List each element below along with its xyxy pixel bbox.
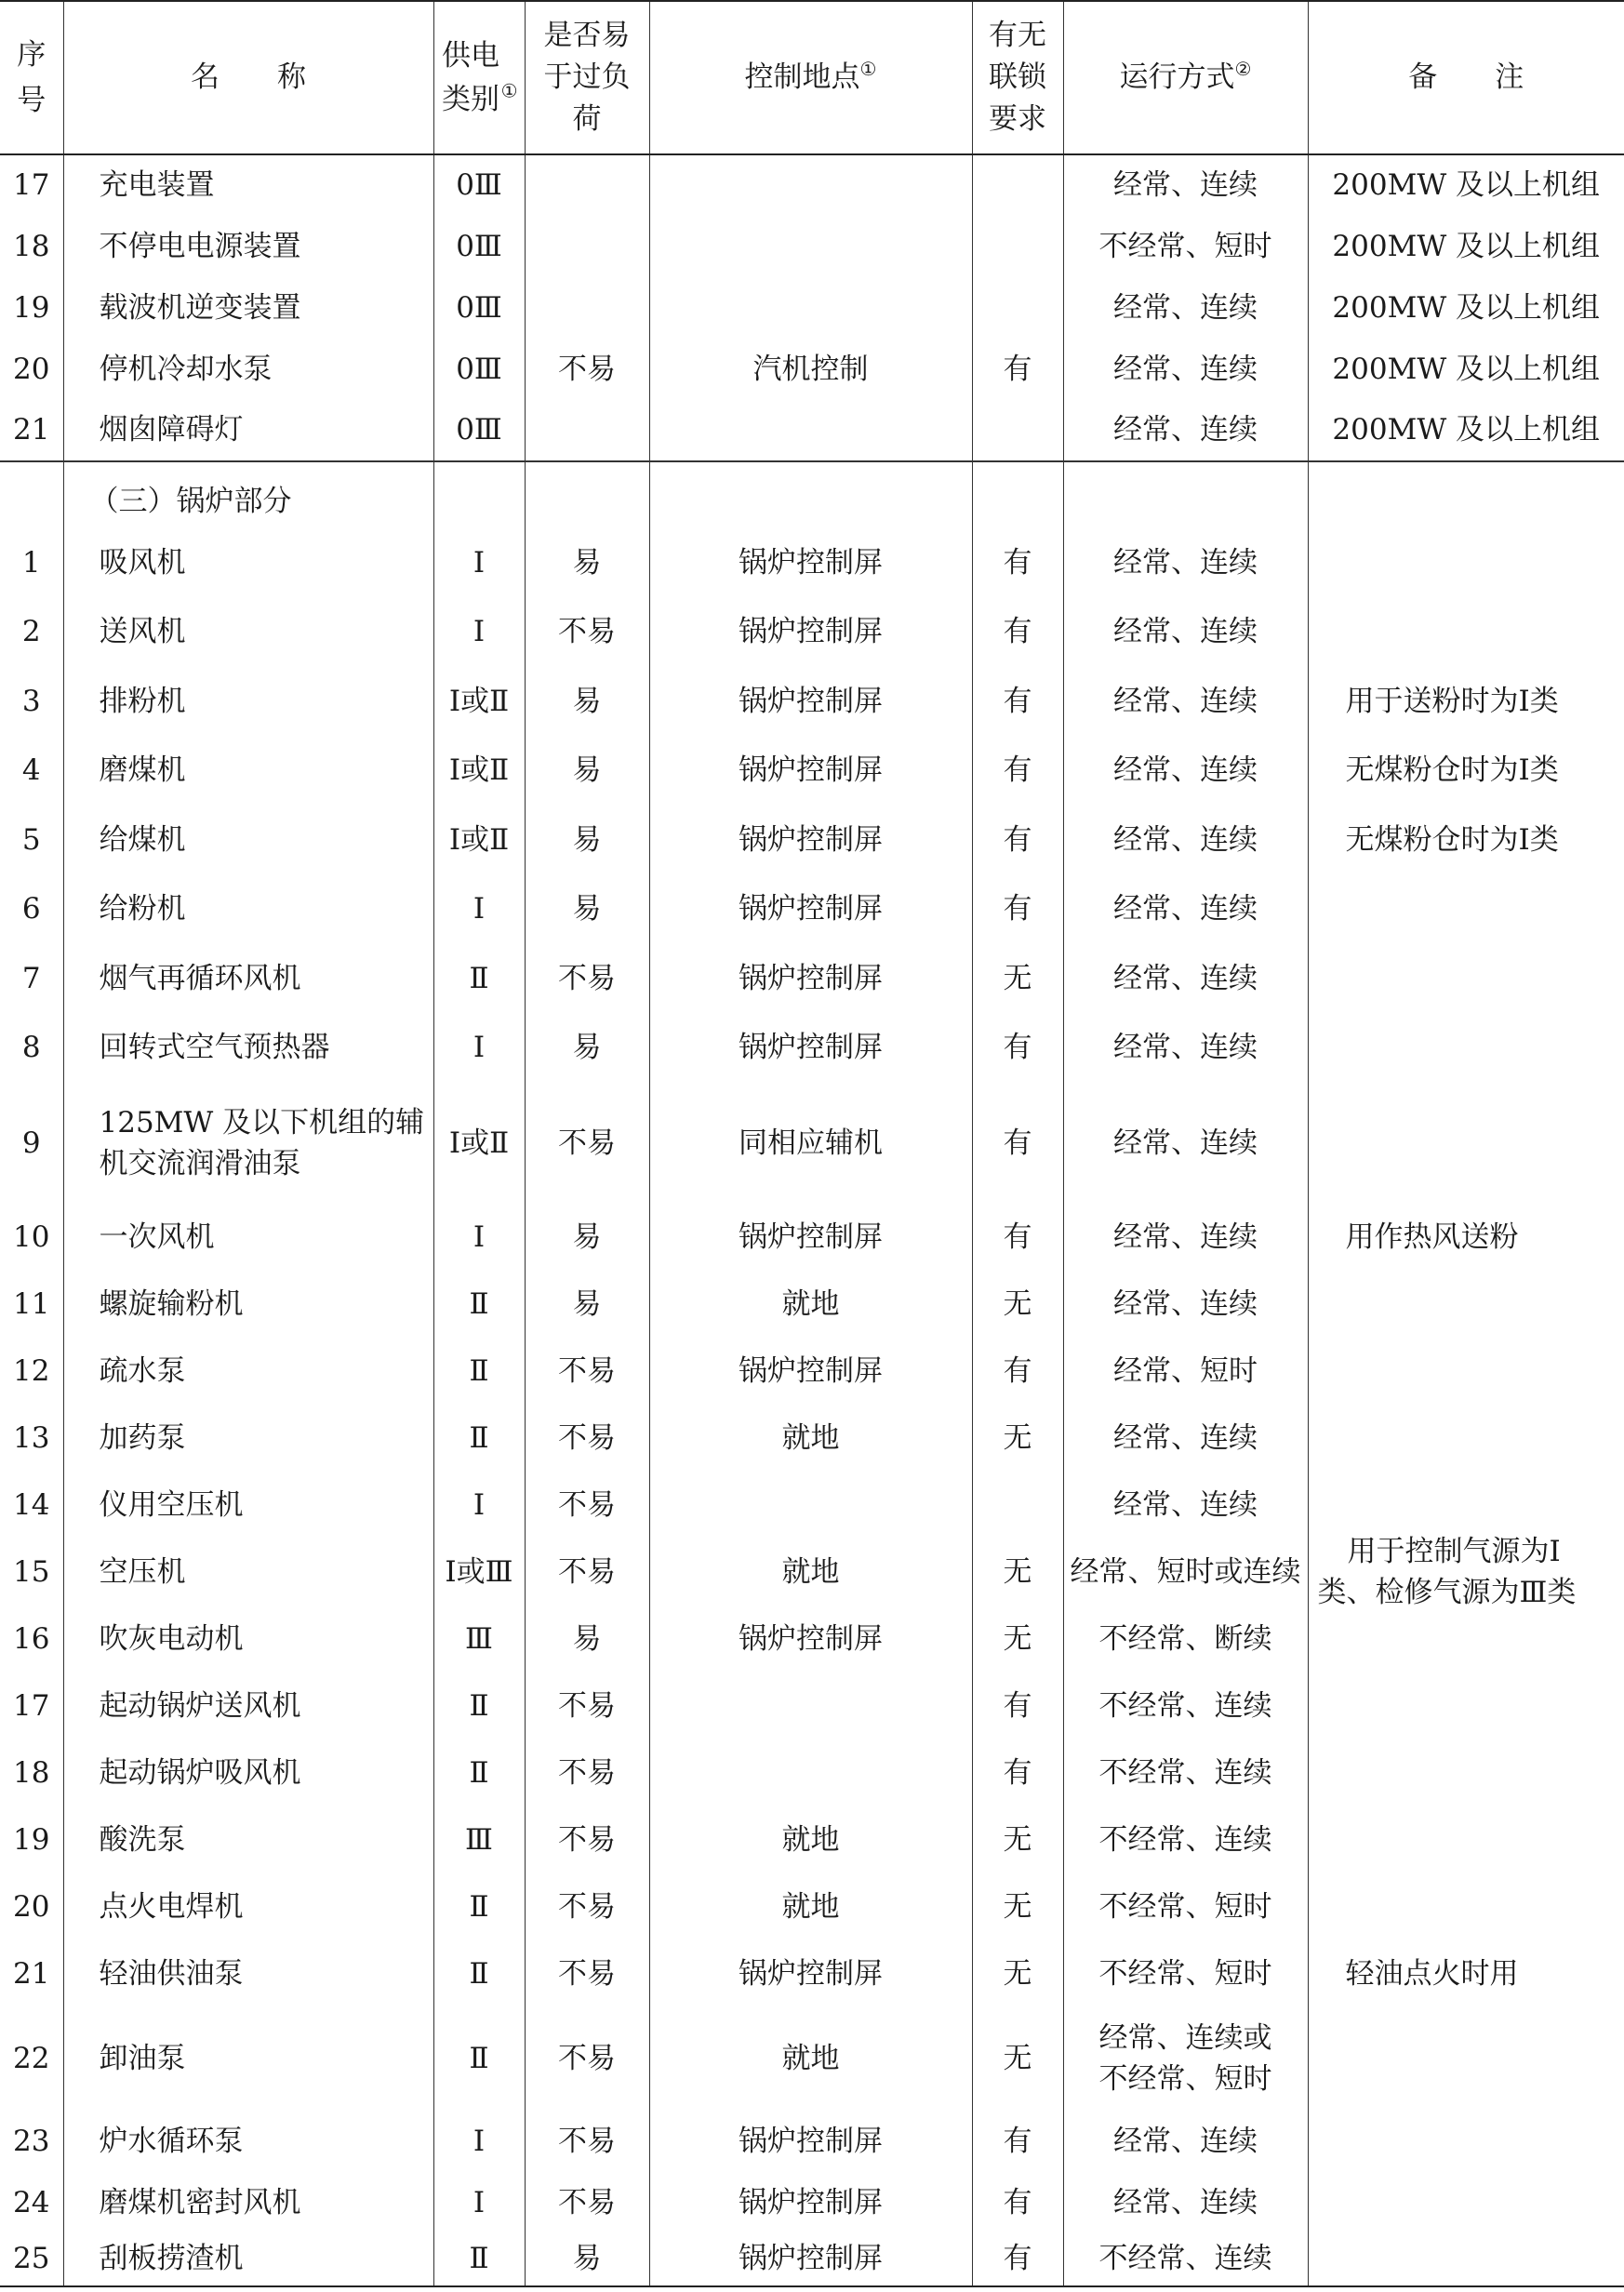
overload-cell: 不易 (525, 2173, 649, 2232)
overload-cell: 不易 (525, 1405, 649, 1472)
interlock-cell: 无 (972, 1271, 1063, 1338)
name-cell: 空压机 (63, 1539, 433, 1606)
name-cell: 烟囱障碍灯 (63, 400, 433, 461)
header-overload: 是否易于过负荷 (525, 1, 649, 154)
seq-cell: 17 (13, 168, 50, 203)
remark-cell: 无煤粉仓时为Ⅰ类 (1308, 806, 1624, 874)
header-row (0, 1, 1624, 154)
name-cell: 回转式空气预热器 (63, 1013, 433, 1083)
name-cell: 125MW 及以下机组的辅机交流润滑油泵 (63, 1083, 433, 1204)
name-cell: 起动锅炉送风机 (63, 1672, 433, 1739)
operation-mode-cell: 经常、连续 (1063, 1083, 1308, 1204)
overload-cell (525, 400, 649, 461)
operation-mode-cell: 经常、短时或连续 (1063, 1539, 1308, 1606)
header-power-class: 供电类别① (433, 1, 525, 154)
header-remark: 备 注 (1308, 1, 1624, 154)
table-row (0, 667, 1624, 736)
interlock-cell (972, 277, 1063, 339)
power-class-cell: Ⅰ (433, 2173, 525, 2232)
seq-cell: 12 (13, 1353, 50, 1388)
name-cell: 排粉机 (63, 667, 433, 736)
control-location-cell: 锅炉控制屏 (649, 1606, 972, 1672)
power-class-cell: Ⅱ (433, 1940, 525, 2007)
operation-mode-cell: 经常、短时 (1063, 1338, 1308, 1405)
power-class-cell: 0Ⅲ (433, 339, 525, 400)
overload-cell: 不易 (525, 339, 649, 400)
power-class-cell: Ⅱ (433, 1405, 525, 1472)
table-row (0, 2007, 1624, 2110)
control-location-cell (649, 1739, 972, 1806)
section-row (0, 461, 1624, 528)
seq-cell: 17 (13, 1688, 50, 1723)
header-seq: 序号 (0, 1, 63, 154)
interlock-cell: 有 (972, 1672, 1063, 1739)
table-row (0, 597, 1624, 667)
name-cell: 吹灰电动机 (63, 1606, 433, 1672)
overload-cell: 易 (525, 1606, 649, 1672)
interlock-cell (972, 154, 1063, 216)
interlock-cell: 有 (972, 339, 1063, 400)
control-location-cell: 锅炉控制屏 (649, 667, 972, 736)
control-location-cell: 锅炉控制屏 (649, 1204, 972, 1271)
remark-cell (1308, 2110, 1624, 2173)
table-row (0, 2110, 1624, 2173)
remark-cell (1308, 1873, 1624, 1940)
table-row (0, 2173, 1624, 2232)
interlock-cell: 无 (972, 944, 1063, 1013)
power-class-cell: 0Ⅲ (433, 400, 525, 461)
table-row (0, 1739, 1624, 1806)
overload-cell: 易 (525, 528, 649, 597)
control-location-cell (649, 154, 972, 216)
remark-cell (1308, 528, 1624, 597)
name-cell: 充电装置 (63, 154, 433, 216)
table-row (0, 1271, 1624, 1338)
seq-cell: 20 (13, 1889, 50, 1924)
remark-cell (1308, 874, 1624, 944)
name-cell: 烟气再循环风机 (63, 944, 433, 1013)
control-location-cell (649, 400, 972, 461)
control-location-cell (649, 216, 972, 277)
table-row (0, 400, 1624, 461)
operation-mode-cell: 不经常、短时 (1063, 216, 1308, 277)
name-cell: 疏水泵 (63, 1338, 433, 1405)
seq-cell: 9 (21, 1126, 41, 1160)
overload-cell: 易 (525, 1271, 649, 1338)
interlock-cell: 有 (972, 1739, 1063, 1806)
remark-cell: 200MW 及以上机组 (1308, 154, 1624, 216)
table-row (0, 1013, 1624, 1083)
table-row (0, 1204, 1624, 1271)
interlock-cell (972, 1472, 1063, 1539)
operation-mode-cell: 经常、连续 (1063, 874, 1308, 944)
overload-cell: 不易 (525, 944, 649, 1013)
seq-cell: 18 (13, 1755, 50, 1790)
seq-cell: 14 (13, 1487, 50, 1522)
operation-mode-cell: 经常、连续 (1063, 339, 1308, 400)
control-location-cell: 锅炉控制屏 (649, 1338, 972, 1405)
remark-cell: 用于送粉时为Ⅰ类 (1308, 667, 1624, 736)
overload-cell (525, 154, 649, 216)
control-location-cell: 锅炉控制屏 (649, 1013, 972, 1083)
control-location-cell: 就地 (649, 1405, 972, 1472)
interlock-cell: 无 (972, 1806, 1063, 1873)
remark-cell (1308, 2232, 1624, 2286)
name-cell: 给粉机 (63, 874, 433, 944)
operation-mode-cell: 不经常、连续 (1063, 2232, 1308, 2286)
overload-cell: 不易 (525, 1472, 649, 1539)
seq-cell: 20 (13, 352, 50, 386)
operation-mode-cell: 经常、连续 (1063, 2110, 1308, 2173)
footnote-mark: ① (859, 58, 877, 81)
overload-cell (525, 277, 649, 339)
seq-cell: 4 (21, 753, 41, 788)
overload-cell: 不易 (525, 1539, 649, 1606)
name-cell: 酸洗泵 (63, 1806, 433, 1873)
overload-cell: 易 (525, 667, 649, 736)
interlock-cell: 无 (972, 1940, 1063, 2007)
interlock-cell: 有 (972, 667, 1063, 736)
overload-cell: 不易 (525, 1083, 649, 1204)
operation-mode-cell: 不经常、断续 (1063, 1606, 1308, 1672)
operation-mode-cell: 经常、连续 (1063, 597, 1308, 667)
table-row (0, 1806, 1624, 1873)
control-location-cell: 同相应辅机 (649, 1083, 972, 1204)
remark-cell (1308, 1672, 1624, 1739)
seq-cell: 1 (21, 545, 41, 580)
overload-cell: 易 (525, 1013, 649, 1083)
control-location-cell (649, 1672, 972, 1739)
remark-cell: 用作热风送粉 (1308, 1204, 1624, 1271)
footnote-mark: ① (500, 79, 518, 102)
power-class-cell: Ⅰ或Ⅱ (433, 667, 525, 736)
footnote-mark: ② (1234, 58, 1252, 81)
interlock-cell (972, 400, 1063, 461)
control-location-cell: 就地 (649, 1806, 972, 1873)
table-row (0, 944, 1624, 1013)
overload-cell: 不易 (525, 1940, 649, 2007)
remark-cell (1308, 1013, 1624, 1083)
seq-cell: 11 (13, 1286, 50, 1321)
power-class-cell: Ⅰ或Ⅲ (433, 1539, 525, 1606)
name-cell: 刮板捞渣机 (63, 2232, 433, 2286)
operation-mode-cell: 经常、连续 (1063, 2173, 1308, 2232)
power-class-cell: Ⅰ (433, 528, 525, 597)
control-location-cell: 锅炉控制屏 (649, 2110, 972, 2173)
interlock-cell: 有 (972, 1338, 1063, 1405)
remark-cell (1308, 1271, 1624, 1338)
name-cell: 轻油供油泵 (63, 1940, 433, 2007)
operation-mode-cell: 经常、连续 (1063, 400, 1308, 461)
seq-cell: 2 (21, 615, 41, 649)
overload-cell: 不易 (525, 1806, 649, 1873)
seq-cell: 6 (21, 892, 41, 926)
remark-cell (1308, 597, 1624, 667)
remark-cell (1308, 1405, 1624, 1472)
interlock-cell: 无 (972, 2007, 1063, 2110)
control-location-cell: 锅炉控制屏 (649, 597, 972, 667)
power-class-cell: Ⅰ或Ⅱ (433, 1083, 525, 1204)
interlock-cell: 无 (972, 1539, 1063, 1606)
control-location-cell: 锅炉控制屏 (649, 1940, 972, 2007)
header-name: 名 称 (63, 1, 433, 154)
power-class-cell: Ⅱ (433, 2232, 525, 2286)
overload-cell: 不易 (525, 2110, 649, 2173)
operation-mode-cell: 经常、连续 (1063, 528, 1308, 597)
overload-cell: 易 (525, 1204, 649, 1271)
operation-mode-cell: 经常、连续 (1063, 736, 1308, 806)
table-row (0, 339, 1624, 400)
table-row (0, 528, 1624, 597)
power-class-cell: Ⅰ (433, 2110, 525, 2173)
seq-cell: 24 (13, 2185, 50, 2219)
name-cell: 不停电电源装置 (63, 216, 433, 277)
table-row (0, 216, 1624, 277)
power-class-cell: 0Ⅲ (433, 154, 525, 216)
control-location-cell: 锅炉控制屏 (649, 874, 972, 944)
seq-cell: 3 (21, 684, 41, 718)
interlock-cell: 有 (972, 2232, 1063, 2286)
header-control: 控制地点① (649, 1, 972, 154)
seq-cell: 7 (21, 961, 41, 995)
control-location-cell: 汽机控制 (649, 339, 972, 400)
name-cell: 加药泵 (63, 1405, 433, 1472)
control-location-cell: 就地 (649, 2007, 972, 2110)
header-interlock: 有无联锁要求 (972, 1, 1063, 154)
operation-mode-cell: 经常、连续 (1063, 667, 1308, 736)
operation-mode-cell: 经常、连续 (1063, 1204, 1308, 1271)
seq-cell: 19 (13, 290, 50, 325)
remark-cell: 轻油点火时用 (1308, 1940, 1624, 2007)
interlock-cell: 有 (972, 1013, 1063, 1083)
power-class-cell: Ⅱ (433, 1739, 525, 1806)
overload-cell: 不易 (525, 1672, 649, 1739)
interlock-cell: 无 (972, 1405, 1063, 1472)
remark-cell (1308, 1806, 1624, 1873)
name-cell: 炉水循环泵 (63, 2110, 433, 2173)
name-cell: 磨煤机密封风机 (63, 2173, 433, 2232)
seq-cell: 19 (13, 1822, 50, 1857)
overload-cell: 不易 (525, 2007, 649, 2110)
control-location-cell: 就地 (649, 1539, 972, 1606)
table-row (0, 1338, 1624, 1405)
remark-cell (1308, 1338, 1624, 1405)
overload-cell (525, 216, 649, 277)
name-cell: 载波机逆变装置 (63, 277, 433, 339)
operation-mode-cell: 经常、连续 (1063, 806, 1308, 874)
name-cell: 吸风机 (63, 528, 433, 597)
name-cell: 点火电焊机 (63, 1873, 433, 1940)
power-class-cell: Ⅰ或Ⅱ (433, 806, 525, 874)
control-location-cell: 锅炉控制屏 (649, 806, 972, 874)
table-row (0, 1083, 1624, 1204)
interlock-cell: 有 (972, 874, 1063, 944)
power-class-cell: 0Ⅲ (433, 277, 525, 339)
overload-cell: 易 (525, 736, 649, 806)
name-cell: 仪用空压机 (63, 1472, 433, 1539)
control-location-cell: 锅炉控制屏 (649, 2232, 972, 2286)
power-class-cell: Ⅰ (433, 597, 525, 667)
power-class-cell: Ⅲ (433, 1806, 525, 1873)
name-cell: 送风机 (63, 597, 433, 667)
name-cell: 一次风机 (63, 1204, 433, 1271)
power-class-cell: Ⅱ (433, 1338, 525, 1405)
operation-mode-cell: 不经常、短时 (1063, 1940, 1308, 2007)
control-location-cell: 就地 (649, 1873, 972, 1940)
operation-mode-cell: 经常、连续 (1063, 1405, 1308, 1472)
interlock-cell: 有 (972, 2110, 1063, 2173)
seq-cell: 5 (21, 822, 41, 857)
power-class-cell: Ⅱ (433, 1873, 525, 1940)
power-class-cell: 0Ⅲ (433, 216, 525, 277)
seq-cell: 18 (13, 229, 50, 263)
interlock-cell: 有 (972, 1204, 1063, 1271)
interlock-cell: 无 (972, 1606, 1063, 1672)
remark-cell: 用于控制气源为Ⅰ类、检修气源为Ⅲ类 (1308, 1472, 1624, 1672)
seq-cell: 21 (13, 1956, 50, 1991)
power-class-cell: Ⅱ (433, 944, 525, 1013)
operation-mode-cell: 不经常、短时 (1063, 1873, 1308, 1940)
interlock-cell: 有 (972, 736, 1063, 806)
name-cell: 起动锅炉吸风机 (63, 1739, 433, 1806)
seq-cell: 25 (0, 2232, 63, 2286)
operation-mode-cell: 经常、连续 (1063, 1013, 1308, 1083)
control-location-cell: 锅炉控制屏 (649, 944, 972, 1013)
control-location-cell: 锅炉控制屏 (649, 528, 972, 597)
seq-cell: 13 (13, 1420, 50, 1455)
control-location-cell: 锅炉控制屏 (649, 736, 972, 806)
remark-cell: 200MW 及以上机组 (1308, 339, 1624, 400)
overload-cell: 不易 (525, 1338, 649, 1405)
interlock-cell (972, 216, 1063, 277)
name-cell: 停机冷却水泵 (63, 339, 433, 400)
table-row (0, 1472, 1624, 1539)
table-row (0, 1940, 1624, 2007)
operation-mode-cell: 不经常、连续 (1063, 1672, 1308, 1739)
remark-cell: 200MW 及以上机组 (1308, 216, 1624, 277)
seq-cell: 10 (13, 1219, 50, 1254)
remark-cell: 200MW 及以上机组 (1308, 277, 1624, 339)
seq-cell: 22 (13, 2041, 50, 2075)
seq-cell: 23 (13, 2124, 50, 2158)
table-row (0, 1873, 1624, 1940)
seq-cell: 16 (13, 1621, 50, 1656)
control-location-cell: 锅炉控制屏 (649, 2173, 972, 2232)
remark-cell (1308, 1083, 1624, 1204)
table-row (0, 736, 1624, 806)
interlock-cell: 无 (972, 1873, 1063, 1940)
seq-cell: 15 (13, 1554, 50, 1589)
remark-cell: 200MW 及以上机组 (1308, 400, 1624, 461)
power-class-cell: Ⅰ (433, 1204, 525, 1271)
remark-cell (1308, 2007, 1624, 2110)
table-row (0, 277, 1624, 339)
header-mode: 运行方式② (1063, 1, 1308, 154)
name-cell: 螺旋输粉机 (63, 1271, 433, 1338)
remark-cell (1308, 944, 1624, 1013)
operation-mode-cell: 经常、连续 (1063, 154, 1308, 216)
operation-mode-cell: 不经常、连续 (1063, 1806, 1308, 1873)
operation-mode-cell: 经常、连续或不经常、短时 (1063, 2007, 1308, 2110)
power-class-cell: Ⅰ (433, 1472, 525, 1539)
interlock-cell: 有 (972, 2173, 1063, 2232)
operation-mode-cell: 经常、连续 (1063, 944, 1308, 1013)
name-cell: 磨煤机 (63, 736, 433, 806)
power-class-cell: Ⅰ或Ⅱ (433, 736, 525, 806)
interlock-cell: 有 (972, 528, 1063, 597)
power-class-cell: Ⅲ (433, 1606, 525, 1672)
overload-cell: 不易 (525, 1739, 649, 1806)
interlock-cell: 有 (972, 597, 1063, 667)
seq-cell: 21 (13, 413, 50, 447)
seq-cell: 8 (21, 1031, 41, 1065)
interlock-cell: 有 (972, 1083, 1063, 1204)
remark-cell (1308, 2173, 1624, 2232)
section-title: （三）锅炉部分 (63, 461, 433, 528)
control-location-cell: 就地 (649, 1271, 972, 1338)
overload-cell: 易 (525, 806, 649, 874)
overload-cell: 易 (525, 2232, 649, 2286)
operation-mode-cell: 经常、连续 (1063, 1271, 1308, 1338)
overload-cell: 不易 (525, 1873, 649, 1940)
power-class-cell: Ⅱ (433, 1672, 525, 1739)
name-cell: 给煤机 (63, 806, 433, 874)
table-row (0, 1405, 1624, 1472)
interlock-cell: 有 (972, 806, 1063, 874)
power-class-cell: Ⅰ (433, 874, 525, 944)
table-row (0, 874, 1624, 944)
remark-cell: 无煤粉仓时为Ⅰ类 (1308, 736, 1624, 806)
operation-mode-cell: 经常、连续 (1063, 277, 1308, 339)
power-class-cell: Ⅱ (433, 2007, 525, 2110)
overload-cell: 不易 (525, 597, 649, 667)
table-row (0, 154, 1624, 216)
table-row (0, 1672, 1624, 1739)
operation-mode-cell: 不经常、连续 (1063, 1739, 1308, 1806)
control-location-cell (649, 1472, 972, 1539)
table-row (0, 806, 1624, 874)
operation-mode-cell: 经常、连续 (1063, 1472, 1308, 1539)
power-class-cell: Ⅰ (433, 1013, 525, 1083)
table-row (0, 2232, 1624, 2286)
name-cell: 卸油泵 (63, 2007, 433, 2110)
control-location-cell (649, 277, 972, 339)
power-class-cell: Ⅱ (433, 1271, 525, 1338)
remark-cell (1308, 1739, 1624, 1806)
overload-cell: 易 (525, 874, 649, 944)
